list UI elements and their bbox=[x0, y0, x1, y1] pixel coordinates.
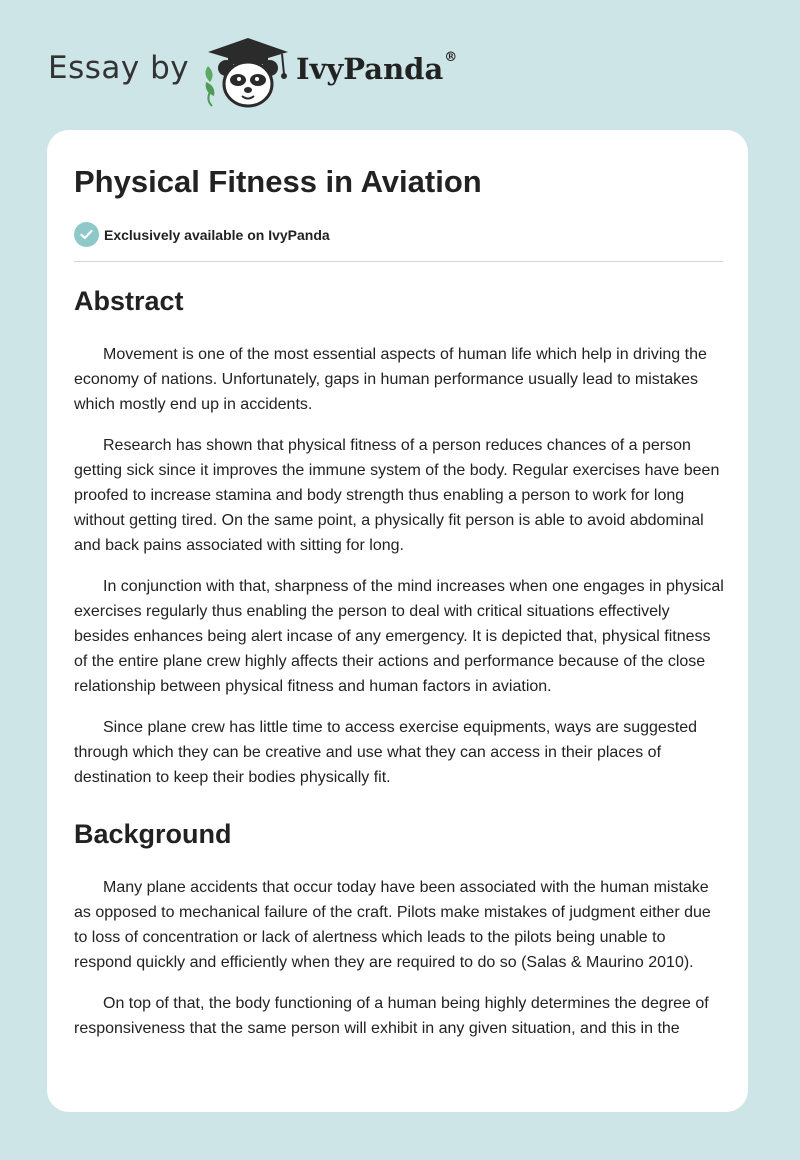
abstract-paragraph: Research has shown that physical fitness of a person reduces chances of a person getting sick since it improves the immune system of the body. Regular exercises have been proofed to increase stamina and body strength thus enabling a person to work for long without getting tired. On the same point, a physically fit person is able to avoid abdominal and back pains associated with sitting for long. bbox=[74, 437, 720, 554]
abstract-paragraph: Since plane crew has little time to access exercise equipments, ways are suggested through which they can be creative and use what they can access in their places of destination to keep their bodies physically fit. bbox=[74, 719, 698, 786]
section-heading-abstract: Abstract bbox=[74, 286, 184, 316]
panda-graduate-logo-icon bbox=[198, 34, 298, 110]
background-paragraph: Many plane accidents that occur today have been associated with the human mistake as opposed to mechanical failure of the craft. Pilots make mistakes of judgment either due to loss of concentration or lack of alertness which leads to the pilots being unable to respond quickly and efficiently when they are required to do so (Salas & Maurino 2010). bbox=[74, 879, 711, 971]
essay-card bbox=[47, 130, 748, 1112]
title-divider bbox=[74, 261, 723, 262]
exclusive-badge-text: Exclusively available on IvyPanda bbox=[104, 226, 330, 243]
abstract-paragraph: In conjunction with that, sharpness of the mind increases when one engages in physical exercises regularly thus enabling the person to deal with critical situations effectively besides enhances being alert incase of any emergency. It is depicted that, physical fitness of the entire plane crew highly affects their actions and performance because of the close relationship between physical fitness and human factors in aviation. bbox=[74, 578, 724, 695]
abstract-paragraph: Movement is one of the most essential aspects of human life which help in driving the economy of nations. Unfortunately, gaps in human performance usually lead to mistakes which mostly end up in accidents. bbox=[74, 346, 707, 413]
exclusive-badge bbox=[74, 222, 330, 247]
background-paragraph: On top of that, the body functioning of a human being highly determines the degree of responsiveness that the same person will exhibit in any given situation, and this in the bbox=[74, 995, 709, 1037]
site-header bbox=[0, 0, 800, 130]
brand-name: IvyPanda® bbox=[296, 50, 458, 86]
check-circle-icon bbox=[74, 222, 99, 247]
essay-body bbox=[74, 281, 724, 1041]
essay-by-label: Essay by bbox=[48, 50, 190, 86]
registered-mark: ® bbox=[444, 50, 458, 65]
section-heading-background: Background bbox=[74, 819, 232, 849]
page-title: Physical Fitness in Aviation bbox=[74, 164, 482, 199]
